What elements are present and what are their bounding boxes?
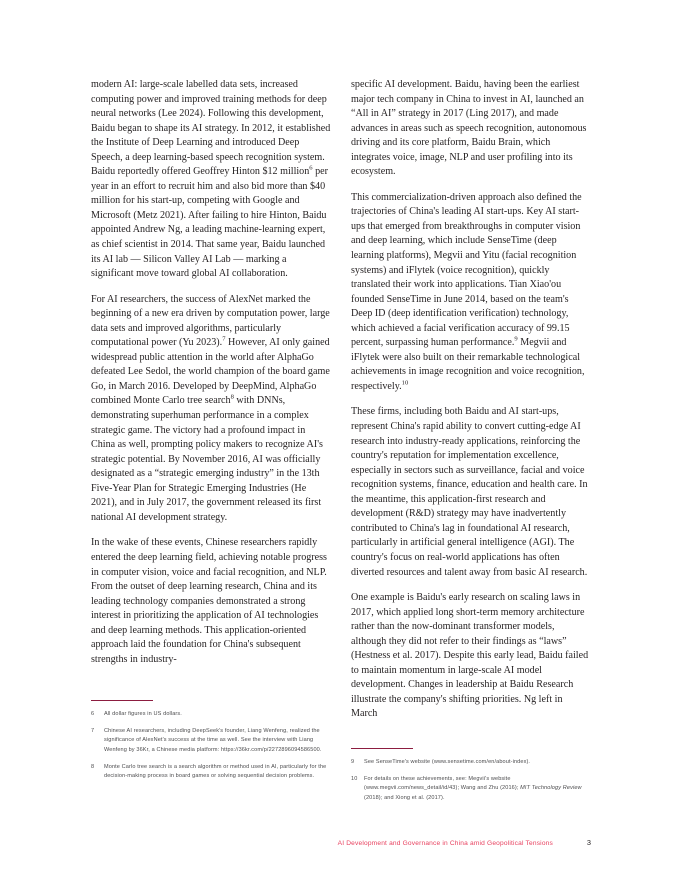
paragraph-text: modern AI: large-scale labelled data sets, increased computing power and improved training methods for deep neural networks (Lee 2024). Following this development, Baidu began to shape its AI strategy. In 2012, it established the Institute of Deep Learning and introduced Deep Speech, a deep learning-based speech recognition system. Baidu reportedly offered Geoffrey Hinton $12 million xyxy=(91,79,331,178)
paragraph-text: One example is Baidu's early research on scaling laws in 2017, which applied long short-term memory architecture rather than the now-dominant transformer models, although they did not refer to their findings as “laws” (Hestness et al. 2017). Despite this early lead, Baidu failed to maintain momentum in large-scale AI model development. Changes in leadership at Baidu Research illustrate the company's shifting priorities. Ng left in March xyxy=(351,592,589,720)
footnote-text: See SenseTime's website (www.sensetime.com/en/about-index). xyxy=(364,759,531,765)
footnote-number: 9 xyxy=(351,759,355,765)
page-number: 3 xyxy=(586,838,591,847)
footnote-separator-rule xyxy=(351,748,413,749)
paragraph-text-cont: However, AI only gained widespread public attention in the world after AlphaGo defeated Lee Sedol, the world champion of the board game Go, in March 2016. Developed by DeepMind, AlphaGo combined Monte Carlo tree search xyxy=(91,337,330,407)
paragraph-text-cont: Megvii and iFlytek were also built on their remarkable technological achievements in image recognition and voice recognition, respectively. xyxy=(351,337,585,392)
footnote-marker-8: 8 xyxy=(230,394,234,402)
footnotes-right xyxy=(351,748,591,803)
footnote-number: 7 xyxy=(91,728,95,735)
footnote-separator-rule xyxy=(91,700,153,701)
footnotes-left xyxy=(91,700,331,781)
page-footer xyxy=(91,838,591,852)
left-column xyxy=(91,78,331,722)
footnote-number: 8 xyxy=(91,763,95,770)
paragraph-text: This commercialization-driven approach also defined the trajectories of China's leading AI start-ups. Key AI start-ups that emerged from breakthroughs in computer vision and deep learning, which include SenseTime (deep learning platforms), Megvii and Yitu (facial recognition systems) and iFlytek (voice recognition), quickly translated their work into applications. Tian Xiao'ou founded SenseTime in June 2014, based on the team's Deep ID (deep identification verification) technology, which achieved a facial verification accuracy of 99.15 percent, surpassing human performance. xyxy=(351,191,582,349)
paragraph-text: For AI researchers, the success of AlexNet marked the beginning of a new era driven by computation power, large data sets and improved algorithms, particularly computational power (Yu 2023). xyxy=(91,293,330,349)
paragraph xyxy=(91,78,331,282)
footnote-text: All dollar figures in US dollars. xyxy=(104,711,182,717)
paragraph xyxy=(351,191,591,395)
footnote-marker-10: 10 xyxy=(401,379,409,387)
footnote-item xyxy=(91,763,331,781)
footnote-marker-9: 9 xyxy=(514,335,518,343)
paragraph xyxy=(351,591,591,722)
footnote-marker-6: 6 xyxy=(309,164,313,172)
paragraph-text-cont2: with DNNs, demonstrating superhuman performance in a complex strategic game. The victory had a profound impact in China as well, prompting policy makers to recognize AI's strategic potential. By November 2016, AI was officially designated as a “strategic emerging industry” in the 13th Five-Year Plan for Strategic Emerging Industries (He 2021), and in July 2017, the government released its first national AI development strategy. xyxy=(91,395,323,523)
footnote-item xyxy=(351,775,591,803)
footnote-number: 10 xyxy=(351,776,358,783)
footnote-text: For details on these achievements, see: Megvii's website (www.megvii.com/news_detail/id/43); Wang and Zhu (2016); MIT Technology Review (2018); and Xiong et al. (2017). xyxy=(364,776,582,801)
paragraph-text: These firms, including both Baidu and AI start-ups, represent China's rapid ability to convert cutting-edge AI research into industry-ready applications, reinforcing the country's reputation for implementation excellence, especially in sectors such as surveillance, facial and voice recognition systems, finance, education and health care. In the meantime, this application-first research and development (R&D) strategy may have inadvertently contributed to China's lag in foundational AI research, particularly in artificial general intelligence (AGI). The country's focus on real-world applications has often diverted resources and talent away from basic AI research. xyxy=(351,406,588,578)
footnote-text: Monte Carlo tree search is a search algorithm or method used in AI, particularly for the decision-making process in board games or solving sequential decision problems. xyxy=(104,763,327,780)
footnote-text: Chinese AI researchers, including DeepSeek's founder, Liang Wenfeng, realized the significance of AlexNet's success at the time as well. See the interview with Liang Wenfeng by 36Kr, a Chinese media platform: https://36kr.com/p/2272896094586500. xyxy=(104,728,322,753)
paragraph xyxy=(351,78,591,180)
footer-title: AI Development and Governance in China amid Geopolitical Tensions xyxy=(337,840,553,847)
footnote-item xyxy=(91,710,331,719)
footnote-number: 6 xyxy=(91,711,95,717)
paragraph xyxy=(351,405,591,580)
paragraph-text: specific AI development. Baidu, having been the earliest major tech company in China to invest in AI, launched an “All in AI” strategy in 2017 (Ling 2017), and made advances in areas such as speech recognition, autonomous driving and its core platform, Baidu Brain, which integrates voice, image, NLP and user profiling into its ecosystem. xyxy=(351,79,587,178)
paragraph xyxy=(91,293,331,526)
footnote-marker-7: 7 xyxy=(222,335,226,343)
paragraph-text-cont: per year in an effort to recruit him and also bid more than $40 million for his start-up, competing with Google and Microsoft (Metz 2021). After failing to hire Hinton, Baidu appointed Andrew Ng, a leading machine-learning expert, as chief scientist in 2014. That same year, Baidu launched its AI lab — Silicon Valley AI Lab — marking a significant move toward global AI collaboration. xyxy=(91,166,328,280)
footnote-item xyxy=(351,758,591,767)
right-column xyxy=(351,78,591,722)
footnote-item xyxy=(91,727,331,755)
paragraph xyxy=(91,536,331,667)
body-columns xyxy=(91,78,591,722)
paragraph-text: In the wake of these events, Chinese researchers rapidly entered the deep learning field, achieving notable progress in computer vision, voice and facial recognition, and NLP. From the outset of deep learning research, China and its leading technology companies demonstrated a strong interest in prioritizing the application of AI technologies and deep learning methods. This application-oriented approach laid the foundation for China's subsequent strengths in industry- xyxy=(91,537,327,665)
